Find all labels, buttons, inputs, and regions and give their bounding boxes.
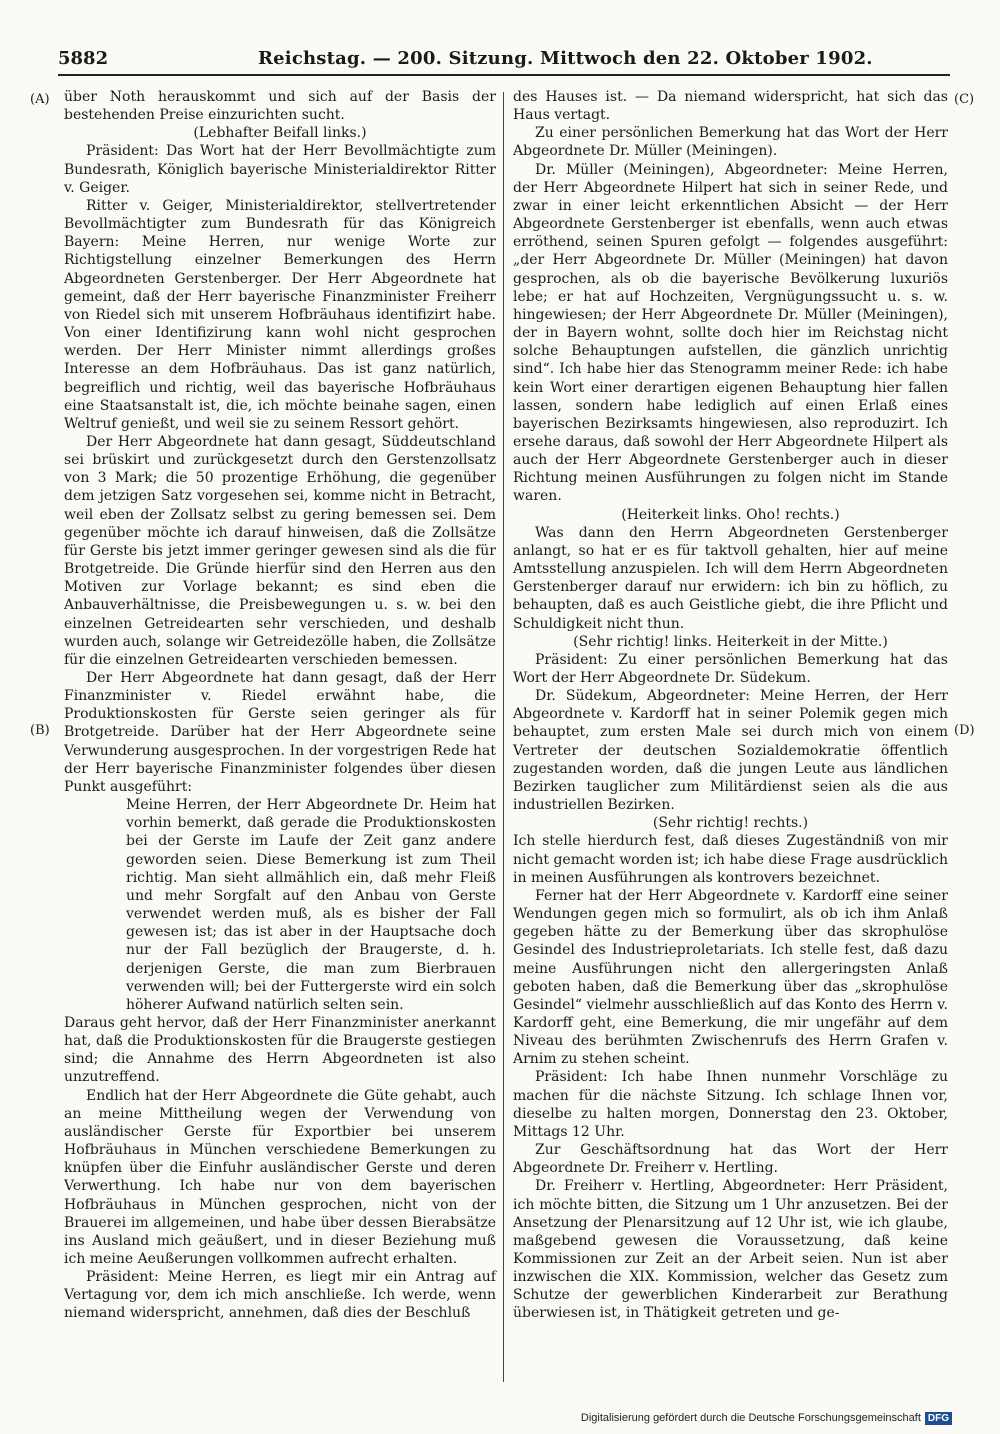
interjection: (Heiterkeit links. Oho! rechts.)	[621, 506, 840, 523]
margin-mark-b: (B)	[30, 723, 50, 738]
running-title: Reichstag. — 200. Sitzung. Mittwoch den 22. Oktober 1902.	[258, 48, 873, 69]
dfg-logo: DFG	[925, 1412, 952, 1425]
right-column	[513, 88, 948, 1323]
paragraph: Der Herr Abgeordnete hat dann gesagt, daß der Herr Finanzminister v. Riedel erwähnt habe, die Produktionskosten für Gerste seien geringer als für Brotgetreide. Darüber hat der Herr Abgeordnete seine Verwunderung ausgesprochen. In der vorgestrigen Rede hat der Herr bayerische Finanzminister folgendes über diesen Punkt ausgeführt:	[64, 670, 496, 795]
paragraph: Dr. Müller (Meiningen), Abgeordneter: Meine Herren, der Herr Abgeordnete Hilpert hat sich in seiner Rede, und zwar in einer leicht erkenntlichen Absicht — der Herr Abgeordnete Gerstenberger ist ebenfalls, wenn auch etwas erröthend, seinen Spuren gefolgt — folgendes ausgeführt: „der Herr Abgeordnete Dr. Müller (Meiningen) hat davon gesprochen, als ob die bayerische Bevölkerung luxuriös lebe; er hat auf Hochzeiten, Vergnügungssucht u. s. w. hingewiesen; der Herr Abgeordnete Dr. Müller (Meiningen), der in Bayern wohnt, sollte doch hier im Reichstag nicht solche Behauptungen aufstellen, die gänzlich unrichtig sind“. Ich habe hier das Stenogramm meiner Rede: ich habe kein Wort einer derartigen eigenen Behauptung hier fallen lassen, sondern habe lediglich auf einen Erlaß eines bayerischen Bezirksamts hingewiesen, also reproduzirt. Ich ersehe daraus, daß sowohl der Herr Abgeordnete Hilpert als auch der Herr Abgeordnete Gerstenberger auch in dieser Richtung meinen Ausführungen zu folgen nicht im Stande waren.	[513, 161, 948, 505]
digitization-footer	[581, 1412, 952, 1425]
paragraph: Dr. Freiherr v. Hertling, Abgeordneter: Herr Präsident, ich möchte bitten, die Sitzung um 1 Uhr anzusetzen. Bei der Ansetzung der Plenarsitzung auf 12 Uhr ist, wie ich glaube, maßgebend gewesen die Voraussetzung, daß keine Kommissionen zur Zeit an der Arbeit seien. Nun ist aber inzwischen die XIX. Kommission, welcher das Gesetz zum Schutze der gewerblichen Kinderarbeit zur Berathung überwiesen ist, in Thätigkeit getreten und ge-	[513, 1178, 948, 1322]
paragraph: Daraus geht hervor, daß der Herr Finanzminister anerkannt hat, daß die Produktionskosten für die Braugerste gestiegen sind; die Annahme des Herrn Abgeordneten ist also unzutreffend.	[64, 1014, 496, 1086]
interjection: (Sehr richtig! links. Heiterkeit in der Mitte.)	[573, 633, 888, 650]
paragraph: über Noth herauskommt und sich auf der Basis der bestehenden Preise einzurichten sucht.	[64, 89, 496, 124]
paragraph: Präsident: Das Wort hat der Herr Bevollmächtigte zum Bundesrath, Königlich bayerische Ministerialdirektor Ritter v. Geiger.	[64, 143, 496, 196]
paragraph: des Hauses ist. — Da niemand widerspricht, hat sich das Haus vertagt.	[513, 89, 948, 124]
interjection: (Sehr richtig! rechts.)	[652, 815, 809, 832]
margin-mark-a: (A)	[30, 92, 50, 107]
margin-mark-d: (D)	[954, 723, 975, 738]
margin-mark-c: (C)	[954, 92, 975, 107]
left-column	[64, 88, 496, 1323]
interjection: (Lebhafter Beifall links.)	[193, 125, 367, 142]
block-quote: Meine Herren, der Herr Abgeordnete Dr. Heim hat vorhin bemerkt, daß gerade die Produktionskosten bei der Gerste im Laufe der Zeit ganz andere geworden seien. Diese Bemerkung ist zum Theil richtig. Man sieht allmählich ein, daß mehr Fleiß und mehr Sorgfalt auf den Anbau von Gerste verwendet werden muß, als es bisher der Fall gewesen ist; das ist aber in der Hauptsache doch nur der Fall bezüglich der Braugerste, d. h. derjenigen Gerste, die man zum Bierbrauen verwenden will; bei der Futtergerste wird ein solch höherer Aufwand natürlich selten sein.	[126, 797, 496, 1013]
page-header	[58, 44, 948, 76]
paragraph: Zu einer persönlichen Bemerkung hat das Wort der Herr Abgeordnete Dr. Müller (Meiningen).	[513, 125, 948, 160]
paragraph: Der Herr Abgeordnete hat dann gesagt, Süddeutschland sei brüskirt und zurückgesetzt durch den Gerstenzollsatz von 3 Mark; die 50 prozentige Erhöhung, die gegenüber dem jetzigen Satz vorgesehen sei, komme nicht in Betracht, weil eben der Zollsatz selbst zu gering bemessen sei. Dem gegenüber möchte ich darauf hinweisen, daß die Zollsätze für Gerste bis jetzt immer geringer gewesen sind als die für Brotgetreide. Die Gründe hierfür sind den Herren aus den Motiven zur Vorlage bekannt; es sind eben die Anbauverhältnisse, die Preisbewegungen u. s. w. bei den einzelnen Getreidearten sehr verschieden, und deshalb wurden auch, solange wir Getreidezölle haben, die Zollsätze für die einzelnen Getreidearten verschieden bemessen.	[64, 433, 496, 668]
footer-text: Digitalisierung gefördert durch die Deutsche Forschungsgemeinschaft	[580, 1412, 921, 1424]
page-number: 5882	[58, 48, 109, 69]
paragraph: Präsident: Zu einer persönlichen Bemerkung hat das Wort der Herr Abgeordnete Dr. Südekum.	[513, 651, 948, 686]
header-rule	[58, 74, 950, 76]
paragraph: Endlich hat der Herr Abgeordnete die Güte gehabt, auch an meine Mittheilung wegen der Verwendung von ausländischer Gerste für Exportbier bei unserem Hofbräuhaus in München verschiedene Bemerkungen zu knüpfen über die Einfuhr ausländischer Gerste und deren Verwerthung. Ich habe nur von dem bayerischen Hofbräuhaus in München gesprochen, nicht von der Brauerei im allgemeinen, und habe über dessen Bierabsätze ins Ausland mich geäußert, und in dieser Beziehung muß ich meine Aeußerungen vollkommen aufrecht erhalten.	[64, 1087, 496, 1267]
paragraph: Was dann den Herrn Abgeordneten Gerstenberger anlangt, so hat er es für taktvoll gehalten, hier auf meine Amtsstellung anzuspielen. Ich will dem Herrn Abgeordneten Gerstenberger darauf nur erwidern: ich bin zu höflich, zu behaupten, daß es auch Geistliche giebt, die ihre Pflicht und Schuldigkeit nicht thun.	[513, 524, 948, 632]
paragraph: Ritter v. Geiger, Ministerialdirektor, stellvertretender Bevollmächtigter zum Bundesrath für das Königreich Bayern: Meine Herren, nur wenige Worte zur Richtigstellung einzelner Bemerkungen des Herrn Abgeordneten Gerstenberger. Der Herr Abgeordnete hat gemeint, daß der Herr bayerische Finanzminister Freiherr von Riedel sich mit unserem Hofbräuhaus identifizirt habe. Von einer Identifizirung kann wohl nicht gesprochen werden. Der Herr Minister nimmt allerdings großes Interesse an dem Hofbräuhaus. Das ist ganz natürlich, begreiflich und richtig, weil das bayerische Hofbräuhaus eine Staatsanstalt ist, die, ich möchte beinahe sagen, einen Weltruf genießt, und weil sie zu seinem Ressort gehört.	[64, 197, 496, 432]
paragraph: Zur Geschäftsordnung hat das Wort der Herr Abgeordnete Dr. Freiherr v. Hertling.	[513, 1142, 948, 1177]
paragraph: Präsident: Ich habe Ihnen nunmehr Vorschläge zu machen für die nächste Sitzung. Ich schlage Ihnen vor, dieselbe zu halten morgen, Donnerstag den 23. Oktober, Mittags 12 Uhr.	[513, 1069, 948, 1140]
paragraph: Ich stelle hierdurch fest, daß dieses Zugeständniß von mir nicht gemacht worden ist; ich habe diese Frage ausdrücklich in meinen Ausführungen als kontrovers bezeichnet.	[513, 833, 948, 886]
column-divider	[503, 92, 504, 1382]
paragraph: Ferner hat der Herr Abgeordnete v. Kardorff eine seiner Wendungen gegen mich so formulirt, als ob ich ihm Anlaß gegeben hätte zu der Bemerkung über das skrophulöse Gesindel des Industrieproletariats. Ich stelle fest, daß dazu meine Ausführungen nicht den allergeringsten Anlaß geboten haben, daß die Bemerkung über das „skrophulöse Gesindel“ vielmehr ausschließlich auf das Konto des Herrn v. Kardorff geht, eine Bemerkung, die mir ungefähr auf dem Niveau des berühmten Zwischenrufs des Herrn Grafen v. Arnim zu stehen scheint.	[513, 887, 948, 1068]
paragraph: Dr. Südekum, Abgeordneter: Meine Herren, der Herr Abgeordnete v. Kardorff hat in seiner Polemik gegen mich behauptet, zum ersten Male sei durch mich von einem Vertreter der deutschen Sozialdemokratie öffentlich zugestanden worden, daß die jungen Leute aus ländlichen Bezirken tauglicher zum Militärdienst seien als die aus industriellen Bezirken.	[513, 688, 948, 814]
paragraph: Präsident: Meine Herren, es liegt mir ein Antrag auf Vertagung vor, dem ich mich anschließe. Ich werde, wenn niemand widerspricht, annehmen, daß dies der Beschluß	[64, 1269, 496, 1322]
